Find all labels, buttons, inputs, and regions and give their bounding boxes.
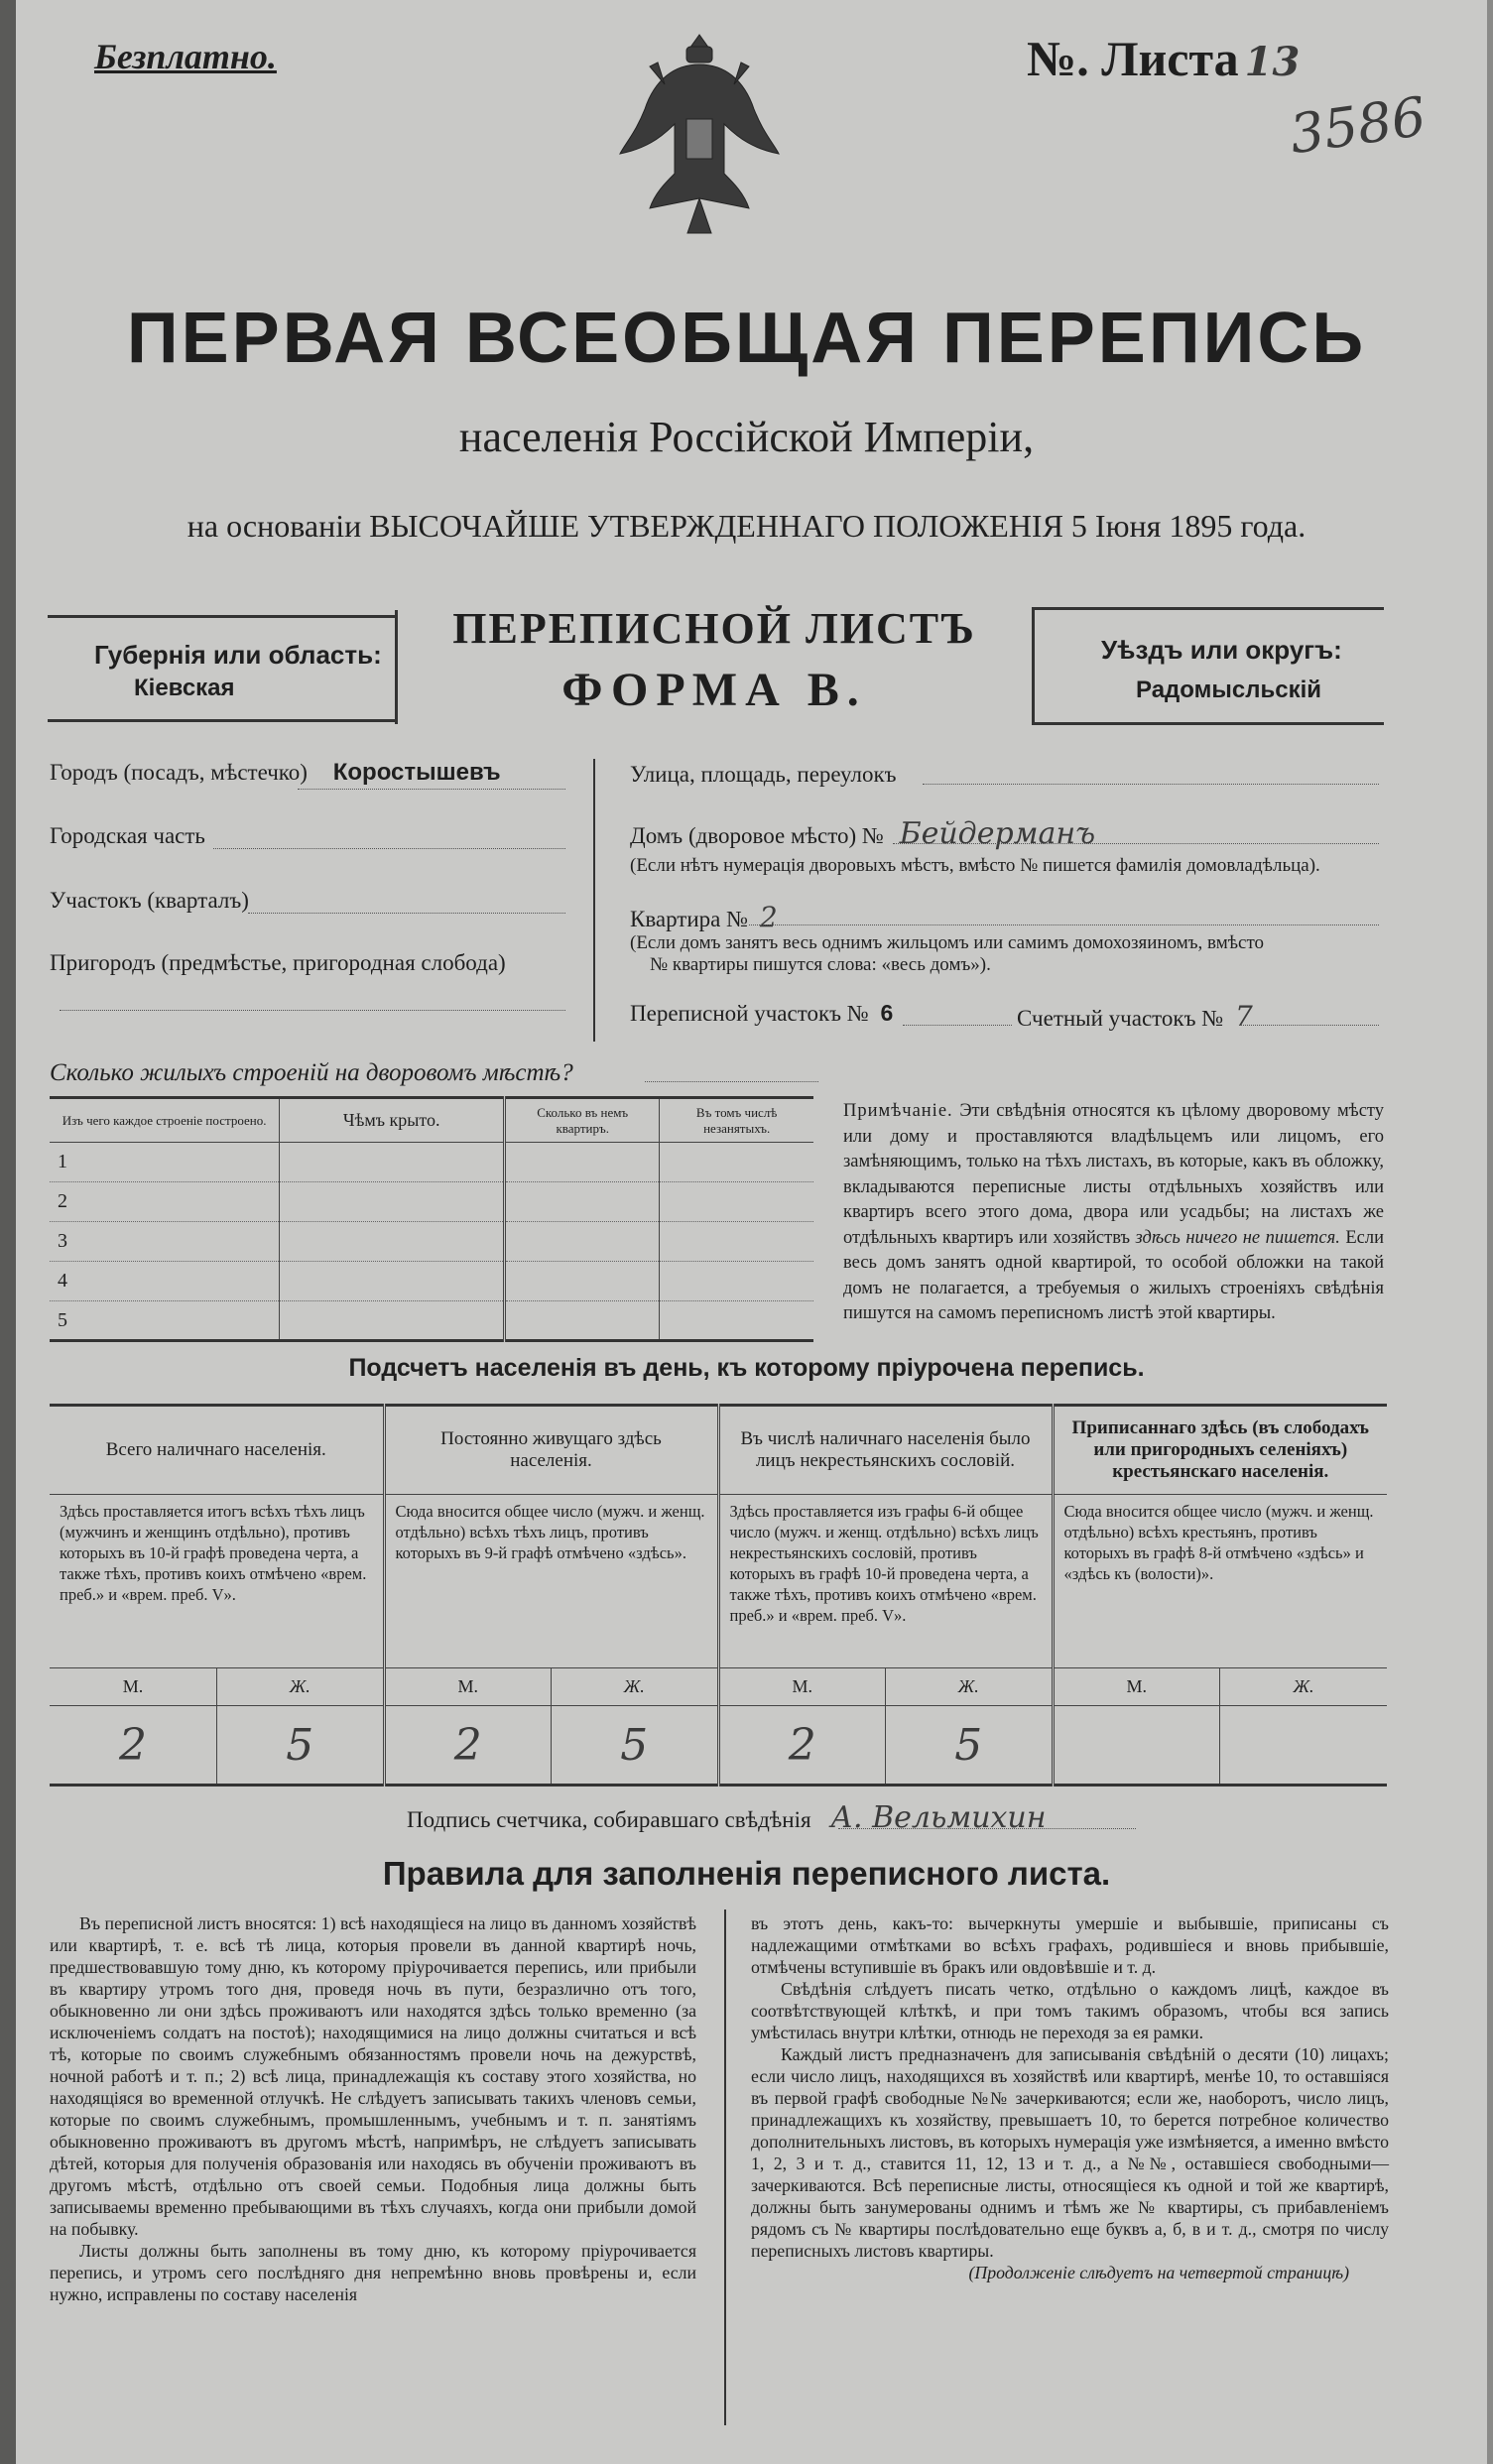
- population-descriptions: [50, 1495, 1387, 1668]
- male-header: М.: [50, 1668, 217, 1706]
- col-total-desc: Здѣсь проставляется итогъ всѣхъ тѣхъ лицъ (мужчинъ и женщинъ отдѣльно), противъ которыхъ въ 10-й графѣ проведена черта, а также тѣхъ, противъ коихъ отмѣчено «врем. преб.» и «врем. преб. V».: [50, 1495, 384, 1668]
- street-line: [923, 784, 1379, 785]
- buildings-question-line: [645, 1081, 818, 1082]
- rules-left-paragraph-2: Листы должны быть заполнены въ тому дню, къ которому пріурочивается перепись, и утромъ сего послѣдняго дня непремѣнно вновь провѣрены и, если нужно, исправлены по составу населенія: [50, 2241, 696, 2304]
- form-title: ПЕРЕПИСНОЙ ЛИСТЪ: [452, 604, 976, 653]
- col-nonpeasant-title: Въ числѣ наличнаго населенія было лицъ некрестьянскихъ сословій.: [718, 1406, 1053, 1495]
- precinct-label: Участокъ (кварталъ): [50, 888, 249, 913]
- free-label: Безплатно.: [94, 37, 277, 76]
- population-heading: Подсчетъ населенія въ день, къ которому пріурочена перепись.: [348, 1354, 1145, 1382]
- signature-value: А. Вельмихин: [830, 1800, 1047, 1835]
- signature-line: [838, 1828, 1136, 1829]
- form-header-rule-bottom-left: [48, 719, 395, 722]
- suburb-line: [60, 1010, 565, 1011]
- census-area-value: 6: [880, 1000, 894, 1026]
- rules-divider: [724, 1910, 726, 2425]
- signature-field: [407, 1800, 1047, 1835]
- table-row: [50, 1301, 813, 1341]
- population-table: [50, 1404, 1387, 1786]
- table-row: [50, 1222, 813, 1262]
- district-label: Городская часть: [50, 823, 205, 848]
- nonpeasant-male-value: 2: [718, 1706, 886, 1786]
- apartment-note-1: (Если домъ занятъ весь однимъ жильцомъ или самимъ домохозяиномъ, вмѣсто: [630, 932, 1265, 953]
- permanent-male-value: 2: [384, 1706, 552, 1786]
- note: [843, 1099, 1384, 1327]
- count-area-line: [1240, 1025, 1379, 1026]
- row-number: 2: [50, 1182, 280, 1222]
- gubernia-label: Губернія или область:: [94, 640, 382, 670]
- col-apartments: Сколько въ немъ квартиръ.: [505, 1098, 660, 1143]
- female-header: Ж.: [1220, 1668, 1388, 1706]
- female-header: Ж.: [552, 1668, 719, 1706]
- census-area-field: [630, 1000, 893, 1027]
- apartment-line: [749, 924, 1379, 925]
- form-header-rule-right: [1032, 607, 1384, 610]
- col-material: Изъ чего каждое строеніе построено.: [50, 1098, 280, 1143]
- population-titles: [50, 1406, 1387, 1495]
- city-value: Коростышевъ: [332, 759, 501, 786]
- apartment-value: 2: [759, 901, 778, 933]
- city-line: [298, 789, 565, 790]
- table-row: [50, 1262, 813, 1301]
- count-area-label: Счетный участокъ №: [1017, 1006, 1224, 1031]
- uezd-label: Уѣздъ или округъ:: [1101, 635, 1342, 665]
- street-label: Улица, площадь, переулокъ: [630, 762, 897, 787]
- census-basis: на основаніи ВЫСОЧАЙШЕ УТВЕРЖДЕННАГО ПОЛОЖЕНІЯ 5 Іюня 1895 года.: [187, 508, 1306, 544]
- rules-continuation: (Продолженіе слѣдуетъ на четвертой страницѣ): [968, 2263, 1349, 2282]
- col-permanent-desc: Сюда вносится общее число (мужч. и женщ. отдѣльно) всѣхъ тѣхъ лицъ, противъ которыхъ въ 9-й графѣ отмѣчено «здѣсь».: [384, 1495, 718, 1668]
- suburb-label: Пригородъ (предмѣстье, пригородная слобода): [50, 950, 506, 975]
- peasant-female-value: [1220, 1706, 1388, 1786]
- form-header-divider-right: [1032, 607, 1035, 724]
- district-line: [213, 848, 565, 849]
- house-note: (Если нѣтъ нумерація дворовыхъ мѣстъ, вмѣсто № пишется фамилія домовладѣльца).: [630, 855, 1320, 876]
- form-header-rule-bottom-right: [1032, 722, 1384, 725]
- col-peasant-title: Приписаннаго здѣсь (въ слободахъ или пригородныхъ селеніяхъ) крестьянскаго населенія.: [1071, 1417, 1369, 1482]
- buildings-question: Сколько жилыхъ строеній на дворовомъ мѣстѣ?: [50, 1059, 573, 1086]
- col-permanent-title: Постоянно живущаго здѣсь населенія.: [384, 1406, 718, 1495]
- census-area-label: Переписной участокъ №: [630, 1001, 869, 1026]
- male-header: М.: [1053, 1668, 1220, 1706]
- address-divider: [593, 759, 595, 1042]
- col-peasant-desc: Сюда вносится общее число (мужч. и женщ. отдѣльно) всѣхъ крестьянъ, противъ которыхъ въ графѣ 8-й отмѣчено «здѣсь» и «здѣсь къ (волости)».: [1053, 1495, 1387, 1668]
- total-male-value: 2: [50, 1706, 217, 1786]
- signature-label: Подпись счетчика, собиравшаго свѣдѣнія: [407, 1807, 811, 1832]
- double-headed-eagle-icon: [615, 25, 784, 243]
- gubernia-value: Кіевская: [134, 675, 235, 701]
- apartment-note-2: № квартиры пишутся слова: «весь домъ»).: [650, 954, 991, 975]
- row-number: 3: [50, 1222, 280, 1262]
- male-header: М.: [384, 1668, 552, 1706]
- house-field: [630, 816, 1384, 851]
- uezd-value: Радомысльскій: [1136, 677, 1321, 703]
- rules-right-paragraph-3: Каждый листъ предназначенъ для записыванія свѣдѣній о десяти (10) лицахъ; если число лицъ, находящихся въ хозяйствѣ или квартирѣ, менѣе 10, то оставшіяся въ первой графѣ свободные №№ зачеркиваются; если же, наоборотъ, число лицъ, принадлежащихъ къ хозяйству, превышаетъ 10, то берется потребное количество дополнительныхъ листовъ, въ которыхъ нумерація уже измѣняется, а именно вмѣсто 1, 2, 3 и т. д., ставится 11, 12, 13 и т. д., а №№, оставшіеся свободными—зачеркиваются. Всѣ переписные листы, относящіеся къ одной и той же квартирѣ, должны быть занумерованы однимъ и тѣмъ же № квартиры, съ прибавленіемъ рядомъ съ № квартиры послѣдовательно еще буквъ а, б, в и т. д., смотря по числу переписныхъ листовъ квартиры.: [751, 2044, 1389, 2261]
- apartment-label: Квартира №: [630, 907, 749, 931]
- census-subtitle: населенія Россійской Имперіи,: [458, 413, 1035, 461]
- row-number: 1: [50, 1143, 280, 1182]
- table-row: [50, 1182, 813, 1222]
- count-area-field: [1017, 1000, 1253, 1033]
- population-values: [50, 1706, 1387, 1786]
- house-label: Домъ (дворовое мѣсто) №: [630, 823, 884, 848]
- rules-right-column: [751, 1912, 1389, 2283]
- col-nonpeasant-desc: Здѣсь проставляется изъ графы 6-й общее число (мужч. и женщ. отдѣльно) всѣхъ лицъ некрестьянскихъ сословій, противъ которыхъ въ графѣ 10-й проведена черта, а также тѣхъ, противъ коихъ отмѣчено «врем. преб.» и «врем. преб. V».: [718, 1495, 1053, 1668]
- sheet-number-value: 13: [1244, 39, 1301, 85]
- table-row: [50, 1143, 813, 1182]
- col-vacant: Въ томъ числѣ незанятыхъ.: [660, 1098, 813, 1143]
- permanent-female-value: 5: [552, 1706, 719, 1786]
- row-number: 4: [50, 1262, 280, 1301]
- census-area-line: [903, 1025, 1012, 1026]
- form-subtitle: ФОРМА В.: [561, 664, 867, 716]
- rules-left-paragraph-1: Въ переписной листъ вносятся: 1) всѣ находящіеся на лицо въ данномъ хозяйствѣ или квартирѣ, т. е. всѣ тѣ лица, которыя провели въ данной квартирѣ ночь, предшествовавшую тому дню, къ которому пріурочивается перепись, или прибыли въ квартиру утромъ того дня, проведя ночь въ пути, безразлично отъ того, обыкновенно ли они здѣсь проживаютъ или находятся здѣсь только временно (за исключеніемъ солдатъ на постоѣ); находящимися на лицо должны считаться и всѣ тѣ, которые по своимъ служебнымъ обязанностямъ провели ночь на дежурствѣ, ночной работѣ и т. п.; 2) всѣ лица, принадлежащія къ составу этого хозяйства, но находящіяся во временной отлучкѣ. Не слѣдуетъ записывать такихъ членовъ семьи, которые по своимъ служебнымъ, промышленнымъ, учебнымъ и т. п. занятіямъ обыкновенно проживаютъ въ другомъ мѣстѣ, напримѣръ, не слѣдуетъ записывать дѣтей, которыя для полученія образованія или находясь въ обученіи проживаютъ въ другомъ мѣстѣ, отдѣльно отъ своей семьи. Подобныя лица должны быть записываемы временно пребывающими въ тѣхъ случаяхъ, когда они прибыли домой на побывку.: [50, 1913, 696, 2239]
- precinct-line: [248, 913, 565, 914]
- note-text-1: Эти свѣдѣнія относятся къ цѣлому дворовому мѣсту или дому и проставляются владѣльцемъ или лицомъ, его замѣняющимъ, только на тѣхъ листахъ, въ которые, какъ въ обложку, вкладываются переписные листы отдѣльныхъ хозяйствъ или квартиръ всего этого дома, двора или усадьбы; на листахъ же отдѣльныхъ квартиръ или хозяйствъ: [843, 1101, 1384, 1248]
- city-label: Городъ (посадъ, мѣстечко): [50, 760, 308, 785]
- count-area-value: 7: [1234, 1000, 1253, 1033]
- archive-number: 3586: [1286, 84, 1431, 167]
- rules-left-column: [50, 1912, 696, 2305]
- rules-right-paragraph-2: Свѣдѣнія слѣдуетъ писать четко, отдѣльно о каждомъ лицѣ, каждое въ соотвѣтствующей клѣткѣ, и при томъ такимъ образомъ, чтобы вся запись умѣстилась внутри клѣтки, отнюдь не переходя за ея рамки.: [751, 1979, 1389, 2042]
- row-number: 5: [50, 1301, 280, 1341]
- note-text-italic: здѣсь ничего не пишется.: [1135, 1227, 1340, 1248]
- city-field: [50, 759, 565, 787]
- peasant-male-value: [1053, 1706, 1220, 1786]
- note-text-2: Если весь домъ занятъ одной квартирой, то особой обложки на такой домъ не полагается, а требуемыя о жилыхъ строеніяхъ свѣдѣнія пишутся на самомъ переписномъ листѣ этой квартиры.: [843, 1227, 1384, 1323]
- note-heading: Примѣчаніе.: [843, 1101, 953, 1121]
- male-header: М.: [718, 1668, 886, 1706]
- sheet-label-text: №. Листа: [1027, 31, 1239, 86]
- sheet-number-label: [1027, 30, 1300, 87]
- total-female-value: 5: [217, 1706, 385, 1786]
- form-header-rule-left: [48, 615, 395, 618]
- female-header: Ж.: [217, 1668, 385, 1706]
- col-total-title: Всего наличнаго населенія.: [50, 1406, 384, 1495]
- population-sex-headers: [50, 1668, 1387, 1706]
- female-header: Ж.: [886, 1668, 1054, 1706]
- rules-heading: Правила для заполненія переписного листа.: [382, 1855, 1111, 1892]
- buildings-table: [50, 1096, 813, 1342]
- house-line: [893, 843, 1379, 844]
- census-title: ПЕРВАЯ ВСЕОБЩАЯ ПЕРЕПИСЬ: [126, 299, 1367, 378]
- rules-right-paragraph-1: въ этотъ день, какъ-то: вычеркнуты умершіе и выбывшіе, приписаны съ надлежащими отмѣтками во всѣхъ графахъ, родившіеся и вновь прибывшіе, отмѣчены вступившіе въ бракъ или овдовѣвшіе и т. д.: [751, 1913, 1389, 1977]
- house-value: Бейдерманъ: [899, 816, 1096, 851]
- col-roof: Чѣмъ крыто.: [280, 1098, 505, 1143]
- buildings-table-header: [50, 1098, 813, 1143]
- apartment-field: [630, 901, 778, 933]
- nonpeasant-female-value: 5: [886, 1706, 1054, 1786]
